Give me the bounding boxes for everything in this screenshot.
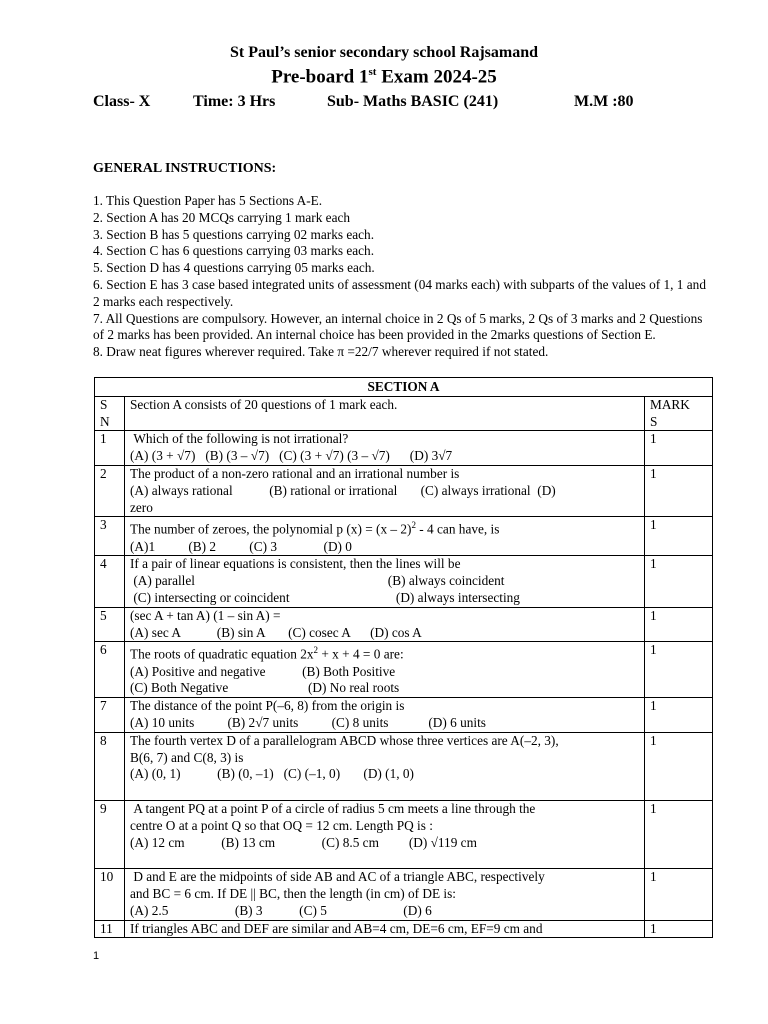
instructions-heading: GENERAL INSTRUCTIONS: (93, 161, 277, 176)
exam-title-prefix: Pre-board 1 (271, 66, 369, 88)
table-header-row (95, 396, 713, 431)
sn-header: S N (95, 396, 125, 431)
exam-title-suffix: Exam 2024-25 (376, 66, 497, 88)
instruction-item: 2. Section A has 20 MCQs carrying 1 mark each (93, 209, 351, 225)
question-mark: 1 (645, 431, 713, 466)
marks-header: MARK S (645, 396, 713, 431)
question-row (95, 517, 713, 556)
question-mark: 1 (645, 732, 713, 800)
instruction-item: 6. Section E has 3 case based integrated units of assessment (04 marks each) with subparts of the values of 1, 1 and 2 marks each respectively. (93, 276, 706, 309)
question-mark: 1 (645, 517, 713, 556)
question-row (95, 698, 713, 733)
question-text: (sec A + tan A) (1 – sin A) = (A) sec A (B) sin A (C) cosec A (D) cos A (125, 607, 645, 642)
question-row (95, 920, 713, 938)
question-mark: 1 (645, 556, 713, 607)
class-label: Class- X (93, 93, 151, 110)
question-number: 6 (95, 642, 125, 698)
instruction-item: 8. Draw neat figures wherever required. Take π =22/7 wherever required if not stated. (93, 344, 549, 360)
question-row (95, 556, 713, 607)
question-mark: 1 (645, 642, 713, 698)
instruction-item: 1. This Question Paper has 5 Sections A-E. (93, 193, 323, 208)
question-row (95, 642, 713, 698)
question-number: 3 (95, 517, 125, 556)
exam-title-sup: st (368, 66, 377, 78)
instructions-list (93, 193, 708, 361)
question-text: D and E are the midpoints of side AB and AC of a triangle ABC, respectively and BC = 6 cm. If DE || BC, then the length (in cm) of DE is: (A) 2.5 (B) 3 (C) 5 (D) 6 (125, 869, 645, 920)
question-row (95, 465, 713, 516)
instruction-item: 7. All Questions are compulsory. However, an internal choice in 2 Qs of 5 marks, 2 Qs of 3 marks and 2 Questions of 2 marks has been provided. An internal choice has been provided in the 2marks questions of Section E. (93, 310, 703, 343)
question-number: 1 (95, 431, 125, 466)
max-marks-label: M.M :80 (574, 93, 634, 110)
instruction-item: 3. Section B has 5 questions carrying 02 marks each. (93, 226, 375, 242)
question-mark: 1 (645, 920, 713, 938)
question-text: Which of the following is not irrational? (A) (3 + √7) (B) (3 – √7) (C) (3 + √7) (3 – √7) (D) 3√7 (125, 431, 645, 466)
question-text: If a pair of linear equations is consistent, then the lines will be (A) parallel (B) always coincident (C) intersecting or coincident (D) always intersecting (125, 556, 645, 607)
question-text: A tangent PQ at a point P of a circle of radius 5 cm meets a line through the centre O at a point Q so that OQ = 12 cm. Length PQ is : (A) 12 cm (B) 13 cm (C) 8.5 cm (D) √119 cm (125, 800, 645, 868)
question-text: The distance of the point P(–6, 8) from the origin is (A) 10 units (B) 2√7 units (C) 8 units (D) 6 units (125, 698, 645, 733)
question-mark: 1 (645, 465, 713, 516)
time-label: Time: 3 Hrs (193, 93, 276, 110)
question-number: 8 (95, 732, 125, 800)
question-text: If triangles ABC and DEF are similar and AB=4 cm, DE=6 cm, EF=9 cm and (125, 920, 645, 938)
instruction-item: 5. Section D has 4 questions carrying 05 marks each. (93, 260, 375, 276)
exam-title (0, 66, 768, 88)
instruction-item: 4. Section C has 6 questions carrying 03 marks each. (93, 243, 375, 259)
question-text: The roots of quadratic equation $2x^2 + x + 4 = 0$ are: (A) Positive and negative (B) Both Positive (C) Both Negative (D) No real roots (125, 642, 645, 698)
question-number: 4 (95, 556, 125, 607)
question-rows (95, 431, 713, 938)
question-number: 9 (95, 800, 125, 868)
subject-label: Sub- Maths BASIC (241) (327, 93, 499, 110)
question-number: 11 (95, 920, 125, 938)
section-a-table (94, 377, 713, 938)
question-text: The fourth vertex D of a parallelogram ABCD whose three vertices are A(–2, 3), B(6, 7) and C(8, 3) is (A) (0, 1) (B) (0, –1) (C) (–1, 0) (D) (1, 0) (125, 732, 645, 800)
question-mark: 1 (645, 607, 713, 642)
section-title-row (95, 378, 713, 397)
question-number: 2 (95, 465, 125, 516)
section-description: Section A consists of 20 questions of 1 mark each. (125, 396, 645, 431)
question-number: 10 (95, 869, 125, 920)
question-text: The number of zeroes, the polynomial p (x) = (x – 2)$^2$ - 4 can have, is (A)1 (B) 2 (C) 3 (D) 0 (125, 517, 645, 556)
question-number: 7 (95, 698, 125, 733)
question-number: 5 (95, 607, 125, 642)
question-mark: 1 (645, 800, 713, 868)
question-row (95, 800, 713, 868)
question-row (95, 607, 713, 642)
school-name: St Paul’s senior secondary school Rajsamand (229, 44, 539, 61)
question-text: The product of a non-zero rational and an irrational number is (A) always rational (B) rational or irrational (C) always irrational (D) zero (125, 465, 645, 516)
question-row (95, 431, 713, 466)
question-row (95, 732, 713, 800)
question-mark: 1 (645, 869, 713, 920)
question-mark: 1 (645, 698, 713, 733)
page-number: 1 (93, 950, 100, 962)
section-title: SECTION A (95, 378, 713, 397)
question-row (95, 869, 713, 920)
